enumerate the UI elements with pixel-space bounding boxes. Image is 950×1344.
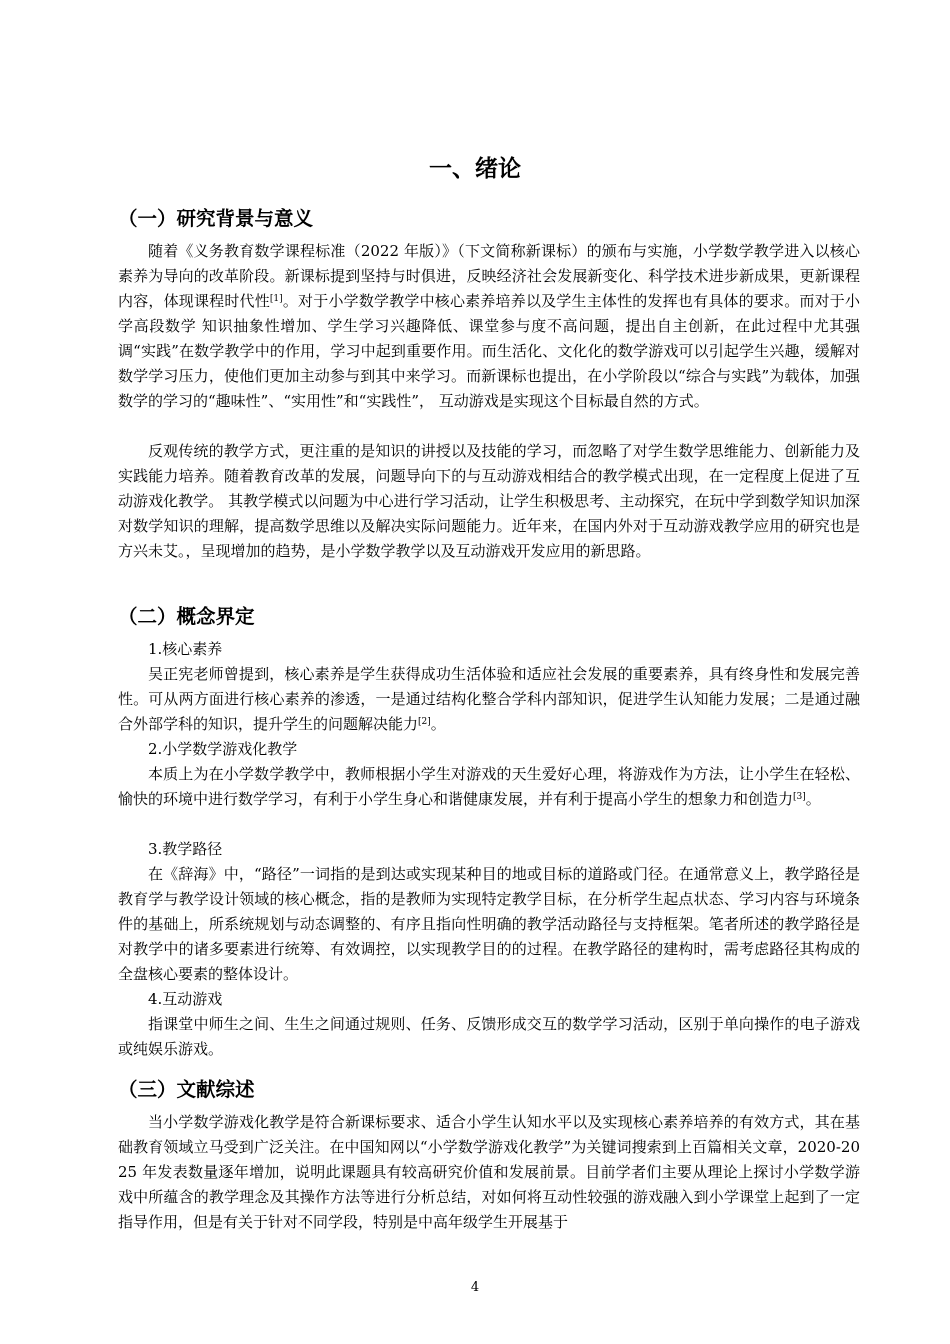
chapter-title: 一、绪论 <box>429 156 521 182</box>
citation-1[interactable]: [1] <box>269 294 283 304</box>
concept-text-interactive-game: 指课堂中师生之间、生生之间通过规则、任务、反馈形成交互的数学学习活动，区别于单向操作的电子游戏或纯娱乐游戏。 <box>118 1015 860 1058</box>
paragraph-background-1: 随着《义务教育数学课程标准（2022 年版）》（下文简称新课标）的颁布与实施，小学数学教学进入以核心素养为导向的改革阶段。新课标提到坚持与时俱进，反映经济社会发展新变化、科学技术进步新成果，更新课程内容，体现课程时代性[1]。对于小学数学教学中核心素养培养以及学生主体性的发挥也有具体的要求。而对于小学高段数学 知识抽象性增加、学生学习兴趣降低、课堂参与度不高问题，提出自主创新，在此过程中尤其强调“实践”在数学教学中的作用，学习中起到重要作用。而生活化、文化化的数学游戏可以引起学生兴趣，缓解对数学学习压力，使他们更加主动参与到其中来学习。而新课标也提出，在小学阶段以“综合与实践”为载体，加强数学的学习的“趣味性”、“实用性”和“实践性”， 互动游戏是实现这个目标最自然的方式。 <box>118 242 860 410</box>
concept-label-interactive-game: 4.互动游戏 <box>148 990 223 1008</box>
concept-text-gamified-teaching: 本质上为在小学数学教学中，教师根据小学生对游戏的天生爱好心理，将游戏作为方法，让小学生在轻松、愉快的环境中进行数学学习，有利于小学生身心和谐健康发展，并有利于提高小学生的想象力和创造力[3]。 <box>118 765 860 808</box>
concept-label-teaching-path: 3.教学路径 <box>148 840 223 858</box>
page-number: 4 <box>470 1280 480 1295</box>
section-heading-concepts: （二）概念界定 <box>118 605 255 628</box>
citation-2[interactable]: [2] <box>418 717 431 727</box>
concept-text-teaching-path: 在《辞海》中，“路径”一词指的是到达或实现某种目的地或目标的道路或门径。在通常意义上，教学路径是教育学与教学设计领域的核心概念，指的是教师为实现特定教学目标，在分析学生起点状态、学习内容与环境条件的基础上，所系统规划与动态调整的、有序且指向性明确的教学活动路径与支持框架。笔者所述的教学路径是对教学中的诸多要素进行统筹、有效调控，以实现教学目的的过程。在教学路径的建构时，需考虑路径其构成的全盘核心要素的整体设计。 <box>118 865 860 983</box>
section-heading-background: （一）研究背景与意义 <box>118 207 314 230</box>
concept-text-core-literacy: 吴正宪老师曾提到，核心素养是学生获得成功生活体验和适应社会发展的重要素养，具有终身性和发展完善性。可从两方面进行核心素养的渗透，一是通过结构化整合学科内部知识，促进学生认知能力发展；二是通过融合外部学科的知识，提升学生的问题解决能力[2]。 <box>118 665 860 733</box>
concept-label-gamified-teaching: 2.小学数学游戏化教学 <box>148 740 298 758</box>
paragraph-literature-review: 当小学数学游戏化教学是符合新课标要求、适合小学生认知水平以及实现核心素养培养的有效方式，其在基础教育领域立马受到广泛关注。在中国知网以“小学数学游戏化教学”为关键词搜索到上百篇相关文章，2020-2025 年发表数量逐年增加，说明此课题具有较高研究价值和发展前景。目前学者们主要从理论上探讨小学数学游戏中所蕴含的教学理念及其操作方法等进行分析总结，对如何将互动性较强的游戏融入到小学课堂上起到了一定指导作用，但是有关于针对不同学段，特别是中高年级学生开展基于 <box>118 1113 860 1231</box>
section-heading-literature-review: （三）文献综述 <box>118 1078 255 1101</box>
citation-3[interactable]: [3] <box>793 792 806 802</box>
concept-label-core-literacy: 1.核心素养 <box>148 640 223 658</box>
paragraph-background-2: 反观传统的教学方式，更注重的是知识的讲授以及技能的学习，而忽略了对学生数学思维能力、创新能力及实践能力培养。随着教育改革的发展，问题导向下的与互动游戏相结合的教学模式出现，在一定程度上促进了互动游戏化教学。 其教学模式以问题为中心进行学习活动，让学生积极思考、主动探究，在玩中学到数学知识加深对数学知识的理解，提高数学思维以及解决实际问题能力。近年来，在国内外对于互动游戏教学应用的研究也是方兴未艾。，呈现增加的趋势，是小学数学教学以及互动游戏开发应用的新思路。 <box>118 442 860 560</box>
